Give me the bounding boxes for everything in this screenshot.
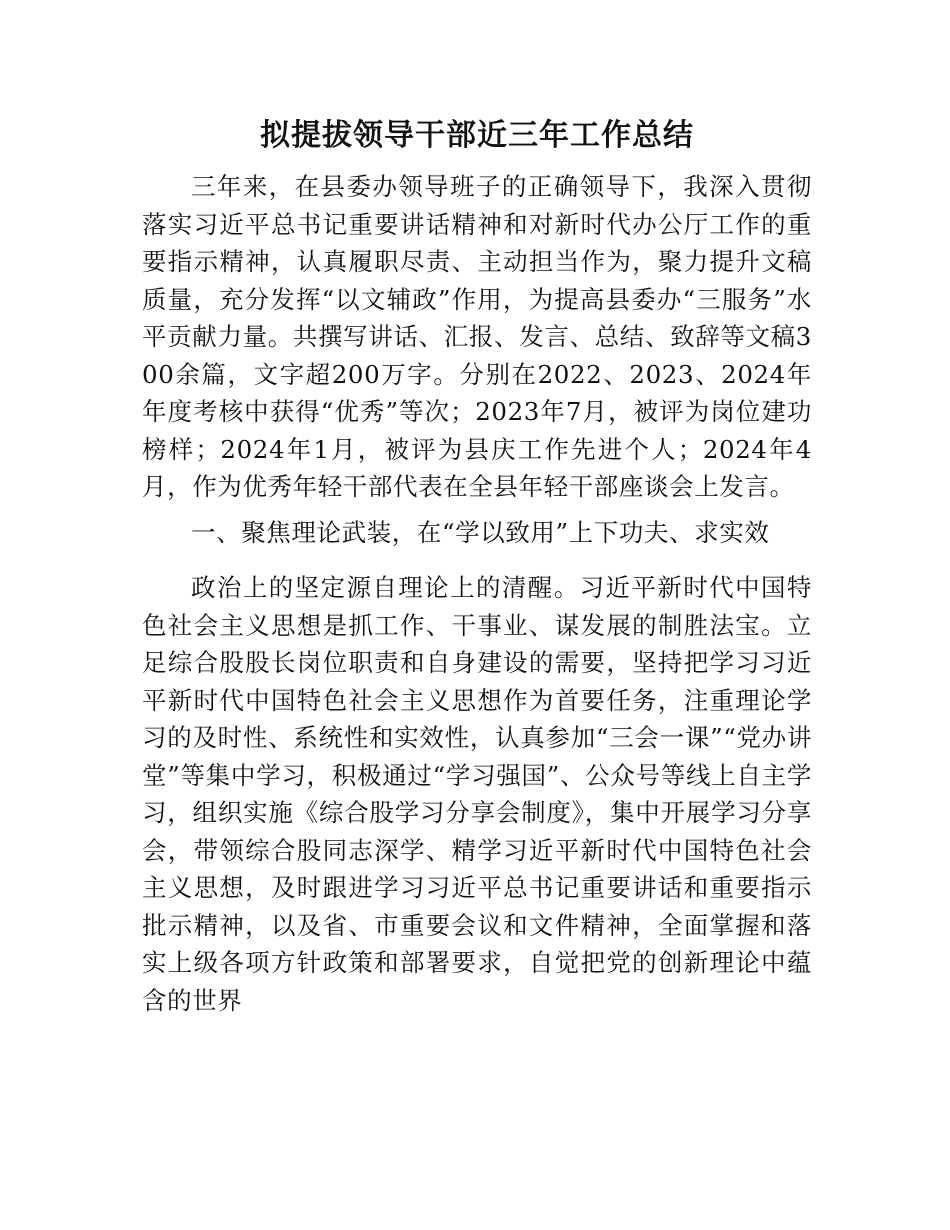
intro-paragraph: 三年来，在县委办领导班子的正确领导下，我深入贯彻落实习近平总书记重要讲话精神和对新时代办公厅工作的重要指示精神，认真履职尽责、主动担当作为，聚力提升文稿质量，充分发挥“以文辅政”作用，为提高县委办“三服务”水平贡献力量。共撰写讲话、汇报、发言、总结、致辞等文稿300余篇，文字超200万字。分别在2022、2023、2024年年度考核中获得“优秀”等次；2023年7月，被评为岗位建功榜样；2024年1月，被评为县庆工作先进个人；2024年4月，作为优秀年轻干部代表在全县年轻干部座谈会上发言。 [142,172,812,501]
document-title: 拟提拔领导干部近三年工作总结 [260,118,694,153]
document-page [142,114,812,1027]
section-1-heading: 一、聚焦理论武装，在“学以致用”上下功夫、求实效 [191,517,770,547]
section-1-body: 政治上的坚定源自理论上的清醒。习近平新时代中国特色社会主义思想是抓工作、干事业、谋发展的制胜法宝。立足综合股股长岗位职责和自身建设的需要，坚持把学习习近平新时代中国特色社会主义思想作为首要任务，注重理论学习的及时性、系统性和实效性，认真参加“三会一课”“党办讲堂”等集中学习，积极通过“学习强国”、公众号等线上自主学习，组织实施《综合股学习分享会制度》，集中开展学习分享会，带领综合股同志深学、精学习近平新时代中国特色社会主义思想，及时跟进学习习近平总书记重要讲话和重要指示批示精神，以及省、市重要会议和文件精神，全面掌握和落实上级各项方针政策和部署要求，自觉把党的创新理论中蕴含的世界 [142,573,812,1015]
